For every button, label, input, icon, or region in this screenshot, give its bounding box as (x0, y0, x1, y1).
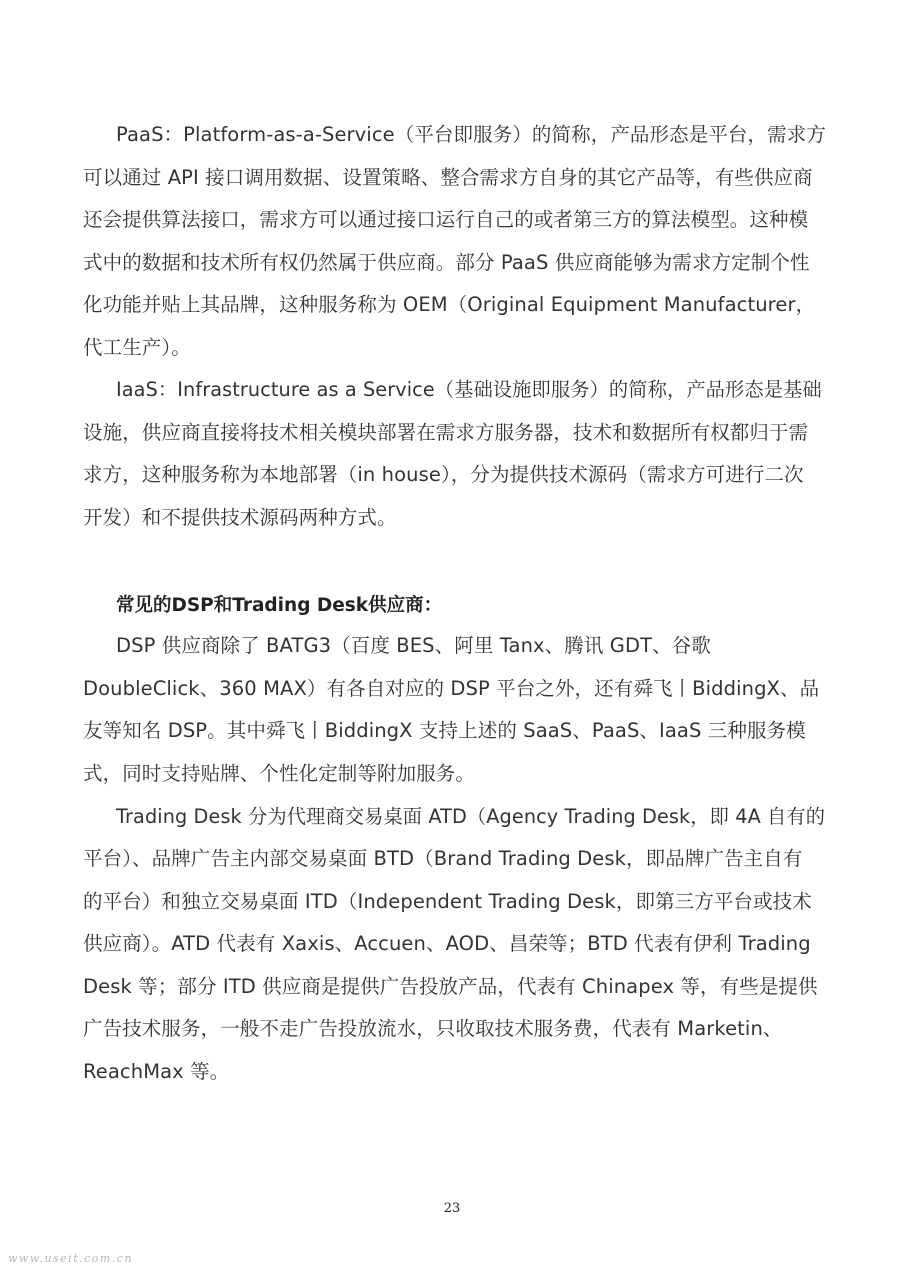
paas-line-6: 代工生产）。 (83, 336, 191, 359)
trading-desk-line-4: 供应商）。ATD 代表有 Xaxis、Accuen、AOD、昌荣等；BTD 代表有伊利 Trading (83, 932, 811, 955)
page-number: 23 (443, 1201, 461, 1216)
paas-line-2: 可以通过 API 接口调用数据、设置策略、整合需求方自身的其它产品等，有些供应商 (83, 166, 813, 189)
paas-line-5: 化功能并贴上其品牌，这种服务称为 OEM（Original Equipment Manufacturer， (83, 293, 816, 316)
iaas-line-1: IaaS：Infrastructure as a Service（基础设施即服务）的简称，产品形态是基础 (116, 378, 822, 401)
watermark: www.useit.com.cn (8, 1252, 134, 1265)
trading-desk-line-3: 的平台）和独立交易桌面 ITD（Independent Trading Desk，即第三方平台或技术 (83, 890, 812, 913)
paas-line-4: 式中的数据和技术所有权仍然属于供应商。部分 PaaS 供应商能够为需求方定制个性 (83, 251, 810, 274)
dsp-line-2: DoubleClick、360 MAX）有各自对应的 DSP 平台之外，还有舜飞丨BiddingX、品 (83, 677, 820, 700)
dsp-line-4: 式，同时支持贴牌、个性化定制等附加服务。 (83, 762, 476, 785)
dsp-line-1: DSP 供应商除了 BATG3（百度 BES、阿里 Tanx、腾讯 GDT、谷歌 (116, 634, 711, 657)
paas-line-1: PaaS：Platform-as-a-Service（平台即服务）的简称，产品形态是平台，需求方 (116, 123, 826, 146)
iaas-line-4: 开发）和不提供技术源码两种方式。 (83, 506, 397, 529)
section-heading: 常见的DSP和Trading Desk供应商： (116, 595, 443, 616)
trading-desk-line-6: 广告技术服务，一般不走广告投放流水，只收取技术服务费，代表有 Marketin、 (83, 1017, 783, 1040)
paas-line-3: 还会提供算法接口，需求方可以通过接口运行自己的或者第三方的算法模型。这种模 (83, 208, 809, 231)
iaas-line-3: 求方，这种服务称为本地部署（in house），分为提供技术源码（需求方可进行二次 (83, 463, 804, 486)
trading-desk-line-1: Trading Desk 分为代理商交易桌面 ATD（Agency Trading Desk，即 4A 自有的 (116, 805, 826, 828)
trading-desk-line-5: Desk 等；部分 ITD 供应商是提供广告投放产品，代表有 Chinapex 等，有些是提供 (83, 975, 818, 998)
iaas-line-2: 设施，供应商直接将技术相关模块部署在需求方服务器，技术和数据所有权都归于需 (83, 421, 809, 444)
trading-desk-line-2: 平台）、品牌广告主内部交易桌面 BTD（Brand Trading Desk，即品牌广告主自有 (83, 847, 803, 870)
trading-desk-line-7: ReachMax 等。 (83, 1060, 230, 1083)
dsp-line-3: 友等知名 DSP。其中舜飞丨BiddingX 支持上述的 SaaS、PaaS、IaaS 三种服务模 (83, 719, 806, 742)
